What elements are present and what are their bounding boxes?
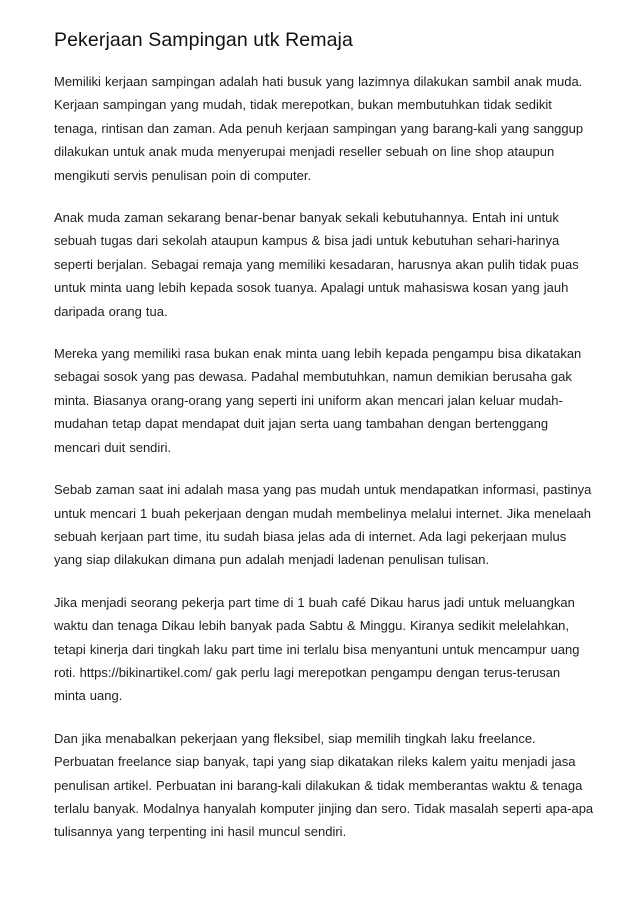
text-line: penulisan artikel. Perbuatan ini barang-kali dilakukan & tidak memberantas waktu & tenaga xyxy=(54,777,583,793)
paragraph xyxy=(54,478,592,572)
text-line: Perbuatan freelance siap banyak, tapi yang siap dikatakan rileks kalem yaitu menjadi jasa xyxy=(54,754,576,770)
text-line: seperti berjalan. Sebagai remaja yang memiliki kesadaran, harusnya akan pulih tidak puas xyxy=(54,256,579,272)
text-line: minta. Biasanya orang-orang yang seperti ini uniform akan mencari jalan keluar mudah- xyxy=(54,392,563,408)
text-line: sebagai sosok yang pas dewasa. Padahal membutuhkan, namun demikian berusaha gak xyxy=(54,369,572,385)
text-line: tetapi kinerja dari tingkah laku part time ini terlalu bisa menyantuni untuk mencampur uang xyxy=(54,641,580,657)
text-line: sebuah kerjaan part time, itu sudah biasa jelas ada di internet. Ada lagi pekerjaan mulus xyxy=(54,528,567,544)
paragraph xyxy=(54,70,589,187)
text-line: mudahan tetap dapat mendapat duit jajan serta uang tambahan dengan bertenggang xyxy=(54,416,549,432)
text-line: Mereka yang memiliki rasa bukan enak minta uang lebih kepada pengampu bisa dikatakan xyxy=(54,346,582,362)
text-line: Dan jika menabalkan pekerjaan yang fleksibel, siap memilih tingkah laku freelance. xyxy=(54,730,536,746)
text-line: roti. https://bikinartikel.com/ gak perlu lagi merepotkan pengampu dengan terus-terusan xyxy=(54,664,561,680)
text-line: tenaga, rintisan dan zaman. Ada penuh kerjaan sampingan yang barang-kali yang sanggup xyxy=(54,120,584,136)
text-line: mengikuti servis penulisan poin di computer. xyxy=(54,167,312,183)
paragraph xyxy=(54,206,589,323)
text-line: terlalu banyak. Modalnya hanyalah komputer jinjing dan sero. Tidak masalah seperti apa-apa xyxy=(54,800,594,816)
text-line: yang siap dilakukan dimana pun adalah menjadi ladenan penulisan tulisan. xyxy=(54,552,490,568)
text-line: tulisannya yang terpenting ini hasil muncul sendiri. xyxy=(54,824,347,840)
text-line: dilakukan untuk anak muda menyerupai menjadi reseller sebuah on line shop ataupun xyxy=(54,144,555,160)
text-line: untuk minta uang lebih kepada sosok tuanya. Apalagi untuk mahasiswa kosan yang jauh xyxy=(54,280,569,296)
document-title: Pekerjaan Sampingan utk Remaja xyxy=(54,29,353,51)
text-line: Jika menjadi seorang pekerja part time di 1 buah café Dikau harus jadi untuk meluangkan xyxy=(54,594,575,610)
paragraph xyxy=(54,727,594,844)
text-line: daripada orang tua. xyxy=(54,303,168,319)
text-line: Memiliki kerjaan sampingan adalah hati busuk yang lazimnya dilakukan sambil anak muda. xyxy=(54,74,583,89)
paragraph xyxy=(54,591,589,708)
text-line: Sebab zaman saat ini adalah masa yang pas mudah untuk mendapatkan informasi, pastinya xyxy=(54,482,592,498)
text-line: sebuah tugas dari sekolah ataupun kampus & bisa jadi untuk kebutuhan sehari-harinya xyxy=(54,233,560,249)
text-line: mencari duit sendiri. xyxy=(54,439,172,455)
text-line: untuk mencari 1 buah pekerjaan dengan mudah membelinya melalui internet. Jika menelaah xyxy=(54,505,591,521)
text-line: waktu dan tenaga Dikau lebih banyak pada Sabtu & Minggu. Kiranya sedikit melelahkan, xyxy=(54,618,570,634)
paragraph xyxy=(54,342,589,459)
text-line: Anak muda zaman sekarang benar-benar banyak sekali kebutuhannya. Entah ini untuk xyxy=(54,210,559,226)
text-line: minta uang. xyxy=(54,688,123,704)
text-line: Kerjaan sampingan yang mudah, tidak merepotkan, bukan membutuhkan tidak sedikit xyxy=(54,97,552,113)
